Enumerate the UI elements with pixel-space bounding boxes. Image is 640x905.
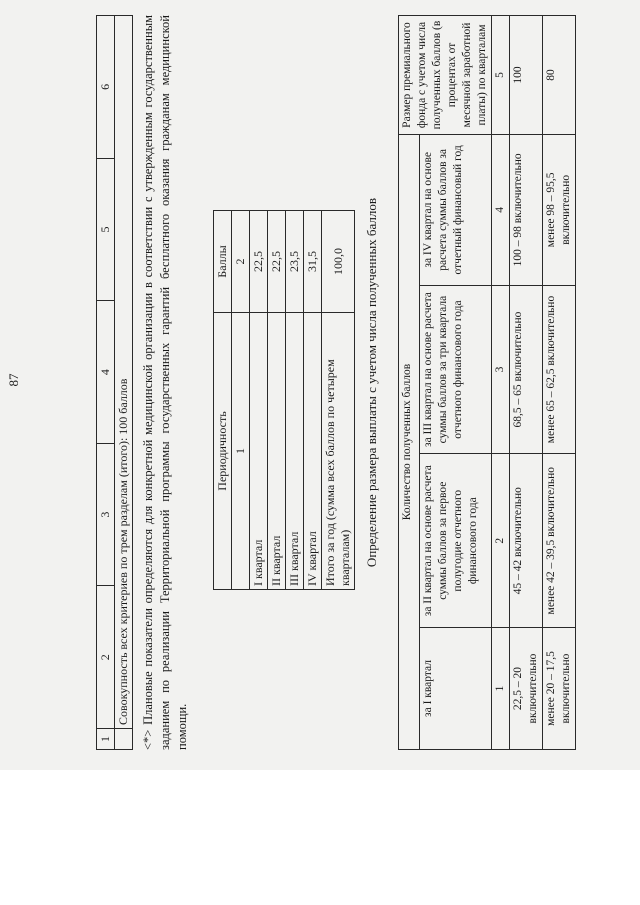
- table-row: [214, 211, 232, 590]
- column-number: 1: [232, 313, 250, 590]
- table-row: [399, 16, 420, 750]
- period-score: 23,5: [286, 211, 304, 313]
- payment-caption: Определение размера выплаты с учетом числа полученных баллов: [364, 197, 379, 568]
- period-score: 100,0: [322, 211, 355, 313]
- column-number: 2: [232, 211, 250, 313]
- column-header: за III квартал на основе расчета суммы баллов за три квартала отчетного финансового года: [419, 285, 491, 454]
- table-cell: [115, 729, 133, 750]
- table-row: [304, 211, 322, 590]
- table-cell: 4: [97, 301, 115, 444]
- group-header: Количество полученных баллов: [399, 135, 420, 750]
- table-cell: 1: [97, 729, 115, 750]
- table-cell: 100 – 98 включительно: [510, 135, 543, 286]
- period-label: IV квартал: [304, 313, 322, 590]
- table-cell: 45 – 42 включительно: [510, 454, 543, 628]
- periods-table: [213, 210, 355, 590]
- period-score: 22,5: [268, 211, 286, 313]
- period-label: I квартал: [250, 313, 268, 590]
- column-number: 5: [492, 16, 510, 135]
- table-cell: менее 42 – 39,5 включительно: [543, 454, 576, 628]
- table-row: [115, 16, 133, 750]
- period-label: II квартал: [268, 313, 286, 590]
- page-number: 87: [6, 373, 21, 387]
- period-score: 31,5: [304, 211, 322, 313]
- period-score: 22,5: [250, 211, 268, 313]
- table-cell: менее 65 – 62,5 включительно: [543, 285, 576, 454]
- table-row: [250, 211, 268, 590]
- table-cell: 5: [97, 158, 115, 301]
- total-row-text: Совокупность всех критериев по трем разделам (итого): 100 баллов: [115, 16, 133, 729]
- period-label: Итого за год (сумма всех баллов по четырем кварталам): [322, 313, 355, 590]
- table-cell: 2: [97, 586, 115, 729]
- table-row: [268, 211, 286, 590]
- column-header: Размер премиального фонда с учетом числа полученных баллов (в процентах от месячной заработной платы) по кварталам: [399, 16, 492, 135]
- table-cell: 80: [543, 16, 576, 135]
- table-cell: менее 98 – 95,5 включительно: [543, 135, 576, 286]
- table-row: [286, 211, 304, 590]
- table-cell: 6: [97, 16, 115, 159]
- table-cell: 22,5 – 20 включительно: [510, 628, 543, 750]
- column-number: 2: [492, 454, 510, 628]
- criteria-table-end: [96, 15, 133, 750]
- table-cell: менее 20 – 17,5 включительно: [543, 628, 576, 750]
- table-row: [232, 211, 250, 590]
- column-number: 4: [492, 135, 510, 286]
- column-number: 1: [492, 628, 510, 750]
- table-row: [543, 16, 576, 750]
- column-header: за I квартал: [419, 628, 491, 750]
- footnote-text: <*> Плановые показатели определяются для конкретной медицинской организации в соответствии с утвержденным государственным заданием по реализации Территориальной программы государственных гарантий бесплатного оказания гражданам медицинской помощи.: [141, 15, 189, 750]
- column-number: 3: [492, 285, 510, 454]
- table-row: [97, 16, 115, 750]
- column-header: Периодичность: [214, 313, 232, 590]
- column-header: за IV квартал на основе расчета суммы баллов за отчетный финансовый год: [419, 135, 491, 286]
- column-header: за II квартал на основе расчета суммы баллов за первое полугодие отчетного финансового года: [419, 454, 491, 628]
- payment-table: [398, 15, 576, 750]
- table-cell: 100: [510, 16, 543, 135]
- table-row: [322, 211, 355, 590]
- table-row: [510, 16, 543, 750]
- table-row: [492, 16, 510, 750]
- period-label: III квартал: [286, 313, 304, 590]
- column-header: Баллы: [214, 211, 232, 313]
- table-cell: 68,5 – 65 включительно: [510, 285, 543, 454]
- table-cell: 3: [97, 443, 115, 586]
